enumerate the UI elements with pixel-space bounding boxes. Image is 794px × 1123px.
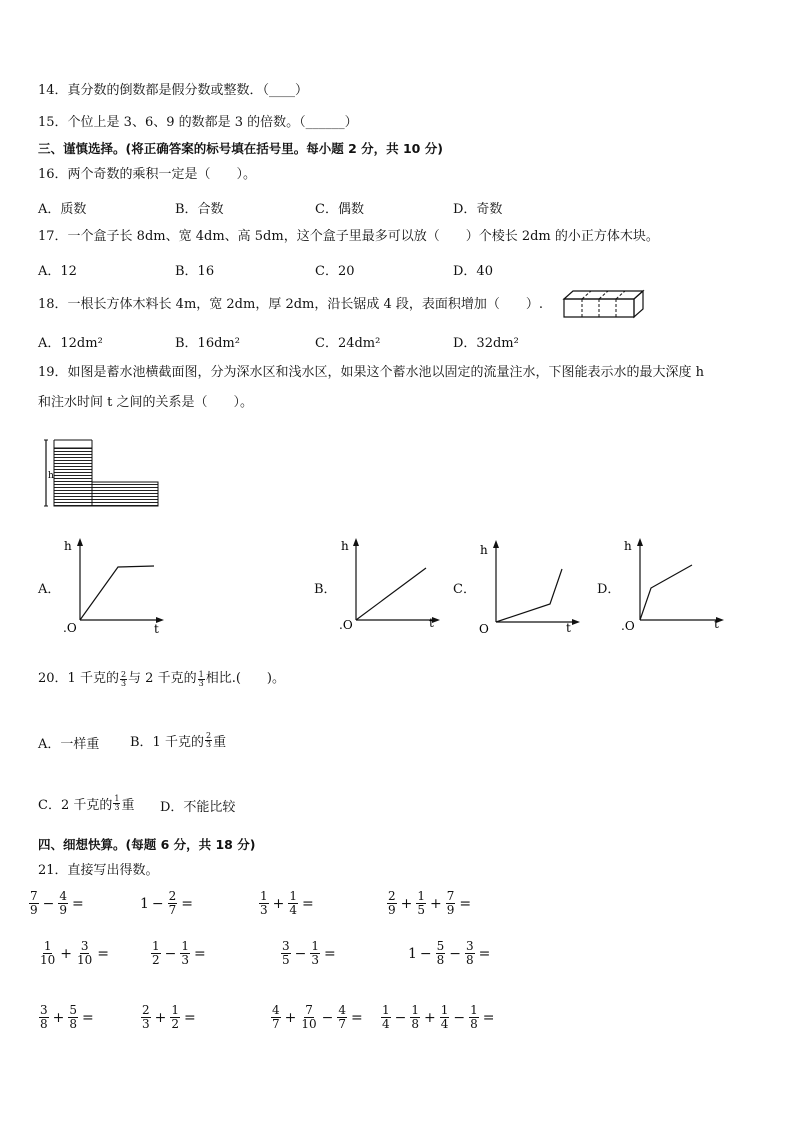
equals-sign: = [459, 895, 472, 912]
fraction [440, 1004, 450, 1031]
section-3-heading: 三、谨慎选择。(将正确答案的标号填在括号里。每小题 2 分，共 10 分) [38, 141, 443, 156]
q20-suffix: 相比.( )。 [205, 671, 285, 686]
q16-option-a: A．质数 [38, 202, 87, 217]
q20-option-c-denominator: 3 [114, 803, 120, 812]
denominator: 5 [282, 953, 290, 967]
fraction [281, 940, 291, 967]
denominator: 8 [466, 953, 474, 967]
section-4-heading: 四、细想快算。(每题 6 分，共 18 分) [38, 837, 256, 852]
calc-expression [280, 940, 339, 967]
q16-option-d: D．奇数 [453, 202, 503, 217]
q20-option-b-numerator: 2 [205, 731, 212, 740]
denominator: 8 [470, 1017, 478, 1031]
operator: + [272, 895, 285, 912]
denominator: 8 [436, 953, 445, 967]
fraction [416, 890, 426, 917]
operator: + [430, 895, 442, 912]
fraction [271, 1004, 281, 1031]
fraction [469, 1004, 479, 1031]
question-20-stem [38, 670, 285, 688]
fraction [387, 890, 397, 917]
graph-b-h-label: h [341, 539, 349, 553]
numerator: 1 [311, 939, 320, 953]
fraction [465, 940, 475, 967]
graph-option-a [60, 536, 170, 636]
graph-d-origin: .O [621, 619, 635, 633]
graph-option-b [336, 536, 446, 636]
equals-sign: = [324, 945, 336, 962]
fraction [259, 890, 269, 917]
calc-expression [140, 890, 196, 917]
fraction [151, 940, 161, 967]
graph-d-h-label: h [624, 539, 632, 553]
calc-expression [408, 940, 493, 967]
numerator: 4 [59, 889, 68, 903]
q19-option-c: C． [453, 582, 476, 597]
numerator: 1 [417, 889, 426, 903]
fraction [180, 940, 190, 967]
operator: − [453, 1009, 466, 1026]
operator: − [419, 945, 432, 962]
operator: + [284, 1009, 297, 1026]
numerator: 7 [446, 889, 455, 903]
denominator: 8 [411, 1017, 420, 1031]
q20-option-c-numerator: 1 [114, 794, 120, 803]
question-16-stem: 16．两个奇数的乘积一定是（ ）。 [38, 167, 257, 182]
graph-option-c [476, 536, 586, 636]
calc-expression [38, 940, 112, 967]
graph-c-t-label: t [566, 621, 571, 635]
equals-sign: = [302, 895, 314, 912]
equals-sign: = [482, 1009, 495, 1026]
fraction [170, 1004, 180, 1031]
q20-frac2-numerator: 1 [198, 669, 204, 679]
equals-sign: = [478, 945, 491, 962]
q18-option-b: B．16dm² [175, 336, 240, 351]
denominator: 10 [40, 953, 56, 967]
q20-frac2-denominator: 3 [198, 678, 204, 688]
question-19-stem-line1: 19．如图是蓄水池横截面图，分为深水区和浅水区，如果这个蓄水池以固定的流量注水，下图能表示水的最大深度 h [38, 365, 705, 380]
q20-option-a: A．一样重 [38, 737, 100, 752]
q20-mid: 与 2 千克的 [128, 671, 197, 686]
question-14: 14．真分数的倒数都是假分数或整数．（____） [38, 83, 309, 98]
graph-c-h-label: h [480, 543, 488, 557]
denominator: 10 [301, 1017, 317, 1031]
numerator: 3 [40, 1003, 48, 1017]
numerator: 7 [30, 889, 38, 903]
operator: + [424, 1009, 436, 1026]
q16-option-b: B．合数 [175, 202, 224, 217]
numerator: 1 [382, 1003, 390, 1017]
fraction [300, 1004, 317, 1031]
graph-c-origin: O [479, 622, 489, 636]
fraction [410, 1004, 420, 1031]
operator: − [164, 945, 177, 962]
q20-option-b-suffix: 重 [213, 735, 227, 750]
equals-sign: = [82, 1009, 94, 1026]
equals-sign: = [184, 1009, 196, 1026]
denominator: 7 [168, 903, 177, 917]
fraction [381, 1004, 391, 1031]
equals-sign: = [181, 895, 194, 912]
q20-option-b-denominator: 3 [205, 740, 212, 749]
fraction [310, 940, 320, 967]
operator: − [42, 895, 55, 912]
q18-option-a: A．12dm² [38, 336, 103, 351]
q17-option-a: A．12 [38, 264, 77, 279]
numerator: 1 [289, 889, 298, 903]
operator: + [52, 1009, 65, 1026]
numerator: 3 [466, 939, 474, 953]
q20-prefix: 20．1 千克的 [38, 671, 119, 686]
denominator: 9 [388, 903, 396, 917]
operator: − [394, 1009, 407, 1026]
calc-expression [380, 1004, 498, 1031]
numerator: 5 [436, 939, 445, 953]
q20-option-c [38, 794, 134, 813]
q20-option-c-fraction [113, 795, 120, 812]
question-17-stem: 17．一个盒子长 8dm、宽 4dm、高 5dm，这个盒子里最多可以放（ ）个棱长 2dm 的小正方体木块。 [38, 229, 659, 244]
denominator: 9 [446, 903, 455, 917]
fraction [446, 890, 456, 917]
denominator: 3 [260, 903, 268, 917]
question-18-stem: 18．一根长方体木料长 4m，宽 2dm，厚 2dm，沿长锯成 4 段，表面积增加（ ）. [38, 297, 544, 312]
q20-fraction-2 [198, 671, 205, 688]
numerator: 3 [80, 939, 89, 953]
q19-option-d: D． [597, 582, 621, 597]
denominator: 4 [440, 1017, 449, 1031]
pool-depth-label: h [48, 471, 54, 481]
numerator: 2 [388, 889, 396, 903]
q20-fraction-1 [120, 671, 127, 688]
denominator: 7 [338, 1017, 347, 1031]
graph-b-origin: .O [339, 618, 353, 632]
q20-option-c-prefix: C．2 千克的 [38, 798, 113, 813]
denominator: 5 [417, 903, 426, 917]
fraction [58, 890, 68, 917]
calc-expression [386, 890, 474, 917]
numerator: 1 [440, 1003, 449, 1017]
pool-cross-section-figure [42, 438, 162, 510]
equals-sign: = [194, 945, 206, 962]
calc-expression [270, 1004, 366, 1031]
numerator: 1 [411, 1003, 420, 1017]
q20-frac1-numerator: 2 [120, 669, 127, 679]
q16-option-c: C．偶数 [315, 202, 364, 217]
q20-option-c-suffix: 重 [121, 798, 135, 813]
graph-a-h-label: h [64, 539, 72, 553]
numerator: 5 [69, 1003, 78, 1017]
denominator: 7 [272, 1017, 280, 1031]
operator: − [321, 1009, 334, 1026]
fraction [76, 940, 93, 967]
numerator: 1 [260, 889, 268, 903]
equals-sign: = [72, 895, 84, 912]
denominator: 4 [289, 903, 298, 917]
question-19-stem-line2: 和注水时间 t 之间的关系是（ ）。 [38, 395, 253, 410]
denominator: 2 [171, 1017, 180, 1031]
graph-a-t-label: t [154, 622, 159, 636]
operator: + [400, 895, 413, 912]
numerator: 2 [142, 1003, 150, 1017]
fraction [141, 1004, 151, 1031]
calc-expression [258, 890, 317, 917]
graph-a-origin: .O [63, 621, 77, 635]
numerator: 1 [43, 939, 52, 953]
q20-option-b [130, 731, 226, 750]
calc-expression [38, 1004, 97, 1031]
numerator: 1 [470, 1003, 478, 1017]
q20-option-b-prefix: B．1 千克的 [130, 735, 204, 750]
denominator: 3 [181, 953, 190, 967]
numerator: 1 [171, 1003, 180, 1017]
q18-option-c: C．24dm² [315, 336, 381, 351]
fraction [436, 940, 446, 967]
denominator: 8 [40, 1017, 48, 1031]
denominator: 8 [69, 1017, 78, 1031]
calc-expression [28, 890, 87, 917]
question-15: 15．个位上是 3、6、9 的数都是 3 的倍数。（______） [38, 115, 358, 130]
question-21: 21．直接写出得数。 [38, 863, 159, 878]
equals-sign: = [97, 945, 110, 962]
numerator: 4 [272, 1003, 280, 1017]
denominator: 9 [59, 903, 68, 917]
whole-number: 1 [408, 945, 417, 962]
graph-b-t-label: t [429, 616, 434, 630]
fraction [39, 940, 56, 967]
fraction [288, 890, 298, 917]
operator: − [294, 945, 307, 962]
q19-option-b: B． [314, 582, 337, 597]
fraction [29, 890, 39, 917]
denominator: 2 [152, 953, 160, 967]
operator: − [449, 945, 462, 962]
fraction [168, 890, 178, 917]
operator: + [154, 1009, 167, 1026]
q17-option-c: C．20 [315, 264, 355, 279]
denominator: 10 [77, 953, 93, 967]
graph-d-t-label: t [714, 617, 719, 631]
calc-expression [140, 1004, 199, 1031]
numerator: 1 [181, 939, 190, 953]
q19-option-a: A． [38, 582, 61, 597]
denominator: 4 [382, 1017, 390, 1031]
equals-sign: = [351, 1009, 363, 1026]
graph-option-d [620, 536, 730, 636]
numerator: 4 [338, 1003, 347, 1017]
timber-block-figure [562, 289, 646, 319]
denominator: 3 [142, 1017, 150, 1031]
calc-expression [150, 940, 209, 967]
numerator: 1 [152, 939, 160, 953]
whole-number: 1 [140, 895, 149, 912]
fraction [337, 1004, 347, 1031]
denominator: 9 [30, 903, 38, 917]
numerator: 3 [282, 939, 290, 953]
q20-option-d: D．不能比较 [160, 800, 236, 815]
fraction [68, 1004, 78, 1031]
fraction [39, 1004, 49, 1031]
operator: + [60, 945, 73, 962]
q17-option-d: D．40 [453, 264, 493, 279]
q20-frac1-denominator: 3 [120, 678, 127, 688]
operator: − [151, 895, 164, 912]
q20-option-b-fraction [205, 732, 212, 749]
q17-option-b: B．16 [175, 264, 215, 279]
numerator: 7 [305, 1003, 313, 1017]
q18-option-d: D．32dm² [453, 336, 519, 351]
numerator: 2 [168, 889, 177, 903]
denominator: 3 [311, 953, 320, 967]
